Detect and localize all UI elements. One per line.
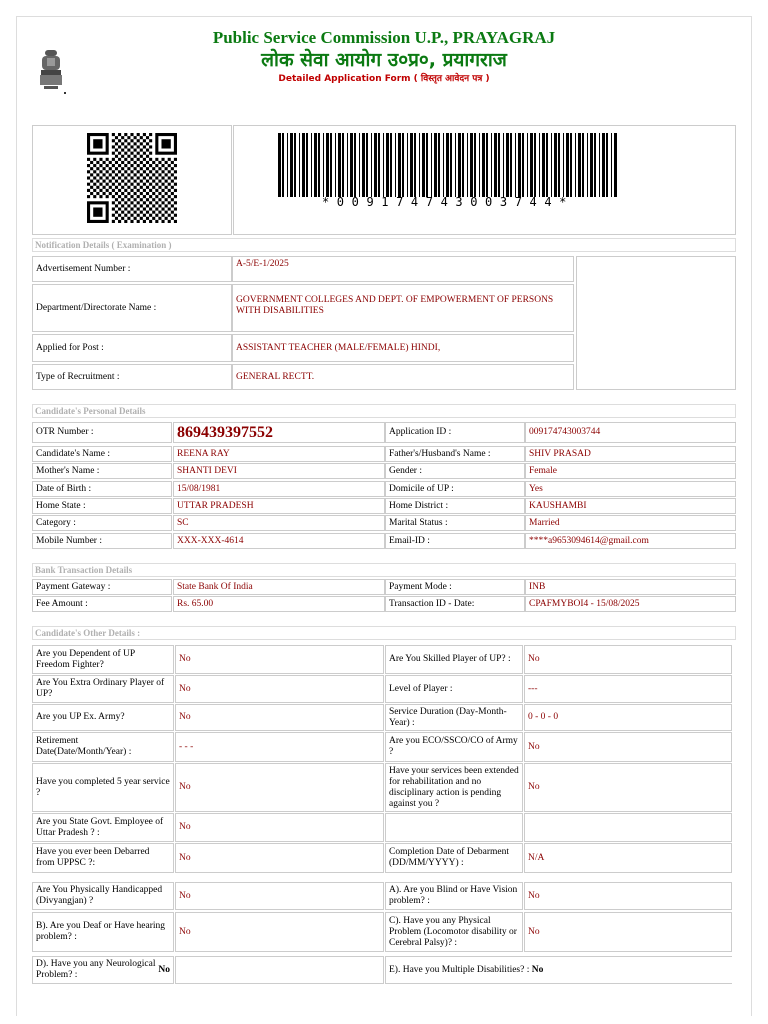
personal-section-title: Candidate's Personal Details (32, 404, 736, 418)
disability-value: No (175, 882, 384, 910)
multiple-disabilities-label (385, 956, 732, 984)
other-label: Level of Player : (385, 675, 523, 703)
applied-post-label: Applied for Post : (32, 334, 232, 362)
personal-value: UTTAR PRADESH (173, 498, 385, 514)
disability-value: No (524, 912, 732, 952)
notification-section-title: Notification Details ( Examination ) (32, 238, 736, 252)
bank-label: Transaction ID - Date: (385, 596, 525, 612)
personal-value: ****a9653094614@gmail.com (525, 533, 736, 549)
other-value: No (524, 645, 732, 674)
personal-label: Marital Status : (385, 515, 525, 531)
department-label: Department/Directorate Name : (32, 284, 232, 332)
advertisement-number-value: A-5/E-1/2025 (232, 256, 574, 282)
bank-label: Payment Mode : (385, 579, 525, 595)
bank-label: Fee Amount : (32, 596, 172, 612)
other-label: Have you ever been Debarred from UPPSC ?: (32, 843, 174, 873)
other-value: No (175, 675, 384, 703)
neurological-empty (175, 956, 384, 984)
other-value: N/A (524, 843, 732, 873)
recruitment-type-value: GENERAL RECTT. (232, 364, 574, 390)
other-value: No (524, 763, 732, 812)
commission-title-en: Public Service Commission U.P., PRAYAGRAJ (212, 28, 556, 47)
other-label: Service Duration (Day-Month-Year) : (385, 704, 523, 731)
recruitment-type-label: Type of Recruitment : (32, 364, 232, 390)
other-label (385, 813, 523, 842)
other-value: No (175, 843, 384, 873)
other-value: - - - (175, 732, 384, 762)
personal-value: SHIV PRASAD (525, 446, 736, 462)
bank-section-title: Bank Transaction Details (32, 563, 736, 577)
personal-value: REENA RAY (173, 446, 385, 462)
qr-code (87, 133, 177, 223)
personal-label: Application ID : (385, 422, 525, 443)
barcode-text: *009174743003744* (321, 195, 575, 209)
personal-label: Father's/Husband's Name : (385, 446, 525, 462)
other-value: No (524, 732, 732, 762)
personal-value: SHANTI DEVI (173, 463, 385, 479)
disability-label: A). Are you Blind or Have Vision problem? : (385, 882, 523, 910)
personal-label: Mobile Number : (32, 533, 172, 549)
other-label: Have your services been extended for rehabilitation and no disciplinary action is pending against you ? (385, 763, 523, 812)
bank-value: Rs. 65.00 (173, 596, 385, 612)
bank-label: Payment Gateway : (32, 579, 172, 595)
personal-value: Yes (525, 481, 736, 497)
other-value: 0 - 0 - 0 (524, 704, 732, 731)
personal-label: Candidate's Name : (32, 446, 172, 462)
other-label: Are You Skilled Player of UP? : (385, 645, 523, 674)
personal-label: Mother's Name : (32, 463, 172, 479)
notification-side-box (576, 256, 736, 390)
personal-label: Domicile of UP : (385, 481, 525, 497)
personal-label: Email-ID : (385, 533, 525, 549)
personal-label: Home State : (32, 498, 172, 514)
department-value: GOVERNMENT COLLEGES AND DEPT. OF EMPOWERMENT OF PERSONS WITH DISABILITIES (232, 284, 574, 332)
bank-value: CPAFMYBOI4 - 15/08/2025 (525, 596, 736, 612)
other-label: Are you UP Ex. Army? (32, 704, 174, 731)
personal-label: Category : (32, 515, 172, 531)
personal-value: SC (173, 515, 385, 531)
other-label: Have you completed 5 year service ? (32, 763, 174, 812)
commission-title-hi: लोक सेवा आयोग उ०प्र०, प्रयागराज (261, 49, 507, 71)
other-value: No (175, 763, 384, 812)
otr-number-value: 869439397552 (173, 422, 385, 443)
other-label: Are You Extra Ordinary Player of UP? (32, 675, 174, 703)
other-section-title: Candidate's Other Details : (32, 626, 736, 640)
neurological-label (32, 956, 174, 984)
personal-label: OTR Number : (32, 422, 172, 443)
disability-value: No (175, 912, 384, 952)
other-label: Completion Date of Debarment (DD/MM/YYYY) : (385, 843, 523, 873)
bank-value: INB (525, 579, 736, 595)
personal-value: Female (525, 463, 736, 479)
personal-label: Home District : (385, 498, 525, 514)
applied-post-value: ASSISTANT TEACHER (MALE/FEMALE) HINDI, (232, 334, 574, 362)
disability-label: Are You Physically Handicapped (Divyangjan) ? (32, 882, 174, 910)
other-value: No (175, 645, 384, 674)
personal-value: KAUSHAMBI (525, 498, 736, 514)
disability-label: B). Are you Deaf or Have hearing problem? : (32, 912, 174, 952)
other-label: Retirement Date(Date/Month/Year) : (32, 732, 174, 762)
other-value: No (175, 813, 384, 842)
other-value: No (175, 704, 384, 731)
form-subtitle: Detailed Application Form ( विस्तृत आवेदन पत्र ) (278, 74, 490, 84)
personal-label: Gender : (385, 463, 525, 479)
disability-label: C). Have you any Physical Problem (Locomotor disability or Cerebral Palsy)? : (385, 912, 523, 952)
disability-value: No (524, 882, 732, 910)
neurological-question: D). Have you any Neurological Problem? : (36, 959, 156, 980)
other-value (524, 813, 732, 842)
multiple-disabilities-answer: No (531, 964, 544, 975)
neurological-answer: No (158, 964, 170, 975)
other-value: --- (524, 675, 732, 703)
advertisement-number-label: Advertisement Number : (32, 256, 232, 282)
personal-value: 009174743003744 (525, 422, 736, 443)
bank-value: State Bank Of India (173, 579, 385, 595)
other-label: Are you ECO/SSCO/CO of Army ? (385, 732, 523, 762)
personal-value: Married (525, 515, 736, 531)
other-label: Are you Dependent of UP Freedom Fighter? (32, 645, 174, 674)
multiple-disabilities-question: E). Have you Multiple Disabilities? : (389, 964, 530, 975)
page-header (0, 28, 768, 86)
personal-label: Date of Birth : (32, 481, 172, 497)
other-label: Are you State Govt. Employee of Uttar Pradesh ? : (32, 813, 174, 842)
personal-value: 15/08/1981 (173, 481, 385, 497)
personal-value: XXX-XXX-4614 (173, 533, 385, 549)
barcode (278, 133, 618, 197)
